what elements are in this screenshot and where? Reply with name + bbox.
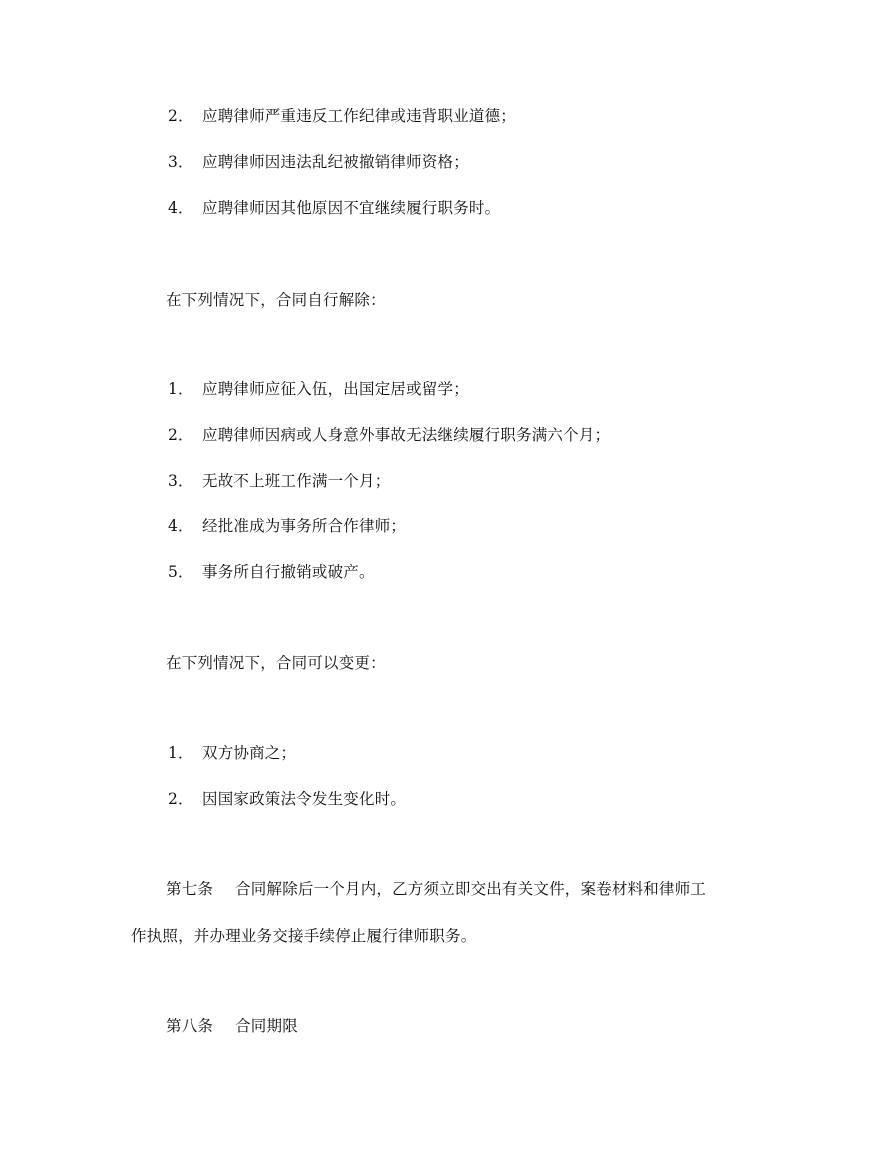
- list-item-number: 2．: [168, 107, 194, 125]
- list-item: [168, 379, 469, 399]
- list-item-text: 应聘律师因其他原因不宜继续履行职务时。: [202, 199, 501, 217]
- list-item: [168, 106, 516, 126]
- article-7-line-2: 作执照，并办理业务交接手续停止履行律师职务。: [131, 927, 477, 945]
- list-item: [168, 425, 610, 445]
- list-item-text: 应聘律师严重违反工作纪律或违背职业道德；: [202, 107, 517, 125]
- list-item-text: 事务所自行撤销或破产。: [202, 563, 375, 581]
- list-item: [168, 743, 296, 763]
- list-item: [168, 152, 469, 172]
- list-item-text: 应聘律师因病或人身意外事故无法继续履行职务满六个月；: [202, 426, 611, 444]
- list-item-number: 2．: [168, 426, 194, 444]
- article-8-text: 合同期限: [235, 1017, 298, 1035]
- list-item-number: 2．: [168, 790, 194, 808]
- list-item-text: 无故不上班工作满一个月；: [202, 472, 391, 490]
- list-item-number: 4．: [168, 199, 194, 217]
- list-item: [168, 471, 390, 491]
- list-item: [168, 516, 406, 536]
- list-item: [168, 789, 406, 809]
- list-item-text: 应聘律师应征入伍，出国定居或留学；: [202, 380, 469, 398]
- article-7-text: 合同解除后一个月内，乙方须立即交出有关文件，案卷材料和律师工: [235, 880, 707, 898]
- list-item: [168, 562, 375, 582]
- list-item-number: 1．: [168, 380, 194, 398]
- list-item-text: 因国家政策法令发生变化时。: [202, 790, 407, 808]
- article-8-heading: [166, 1016, 298, 1036]
- paragraph-change-conditions: 在下列情况下，合同可以变更：: [166, 654, 386, 672]
- list-item-number: 3．: [168, 153, 194, 171]
- list-item-number: 5．: [168, 563, 194, 581]
- list-item-number: 1．: [168, 744, 194, 762]
- list-item: [168, 198, 500, 218]
- article-7-line-1: [166, 879, 706, 899]
- list-item-text: 双方协商之；: [202, 744, 297, 762]
- list-item-text: 应聘律师因违法乱纪被撤销律师资格；: [202, 153, 469, 171]
- paragraph-dissolve-conditions: 在下列情况下，合同自行解除：: [166, 291, 386, 309]
- list-item-text: 经批准成为事务所合作律师；: [202, 517, 407, 535]
- list-item-number: 4．: [168, 517, 194, 535]
- list-item-number: 3．: [168, 472, 194, 490]
- article-7-label: 第七条: [166, 880, 214, 898]
- article-8-label: 第八条: [166, 1017, 214, 1035]
